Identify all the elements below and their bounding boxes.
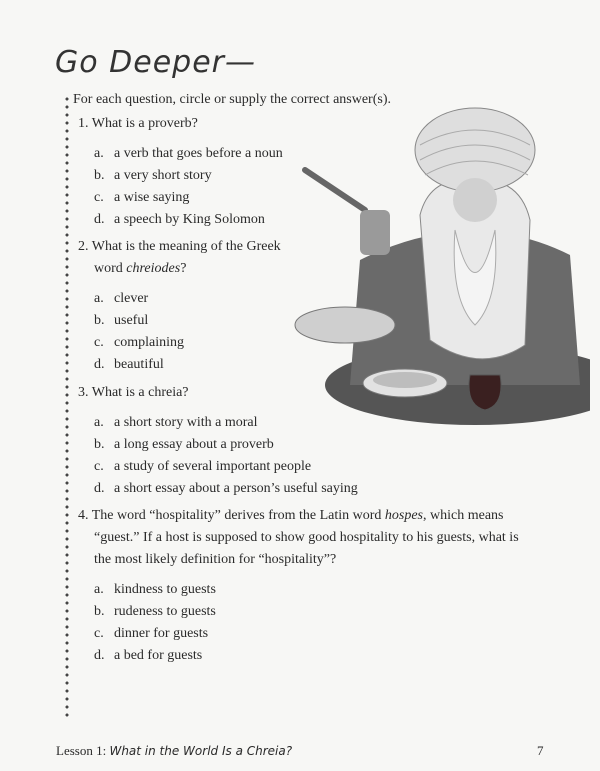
question-stem: 4. The word “hospitality” derives from the Latin word hospes, which means “guest.” If a host is supposed to show good hospitality to his guests, what is the most likely definition for “hospitality”? — [78, 508, 519, 567]
answer-option[interactable]: d. a bed for guests — [94, 648, 203, 663]
answer-option[interactable]: c. a wise saying — [94, 190, 190, 205]
answer-option[interactable]: c. complaining — [94, 335, 184, 350]
illustration-man-with-turban — [270, 85, 590, 425]
answer-option[interactable]: a. a short story with a moral — [94, 415, 258, 430]
lesson-title: What in the World Is a Chreia? — [109, 744, 293, 758]
question-stem: 1. What is a proverb? — [78, 116, 198, 131]
answer-option[interactable]: b. rudeness to guests — [94, 604, 216, 619]
page-footer: Lesson 1: What in the World Is a Chreia? — [56, 743, 293, 758]
answer-option[interactable]: a. kindness to guests — [94, 582, 216, 597]
question-stem: 2. What is the meaning of the Greek word chreiodes? — [78, 239, 281, 276]
instructions: For each question, circle or supply the correct answer(s). — [73, 92, 391, 107]
answer-option[interactable]: a. a verb that goes before a noun — [94, 146, 283, 161]
question-stem: 3. What is a chreia? — [78, 385, 189, 400]
page-number: 7 — [537, 743, 544, 758]
question-1 — [78, 113, 283, 231]
dotted-margin-line — [65, 95, 69, 720]
answer-option[interactable]: d. a short essay about a person’s useful saying — [94, 481, 358, 496]
answer-option[interactable]: d. beautiful — [94, 357, 164, 372]
answer-option[interactable]: b. a very short story — [94, 168, 212, 183]
answer-option[interactable]: b. useful — [94, 313, 149, 328]
answer-option[interactable]: c. dinner for guests — [94, 626, 209, 641]
answer-option[interactable]: c. a study of several important people — [94, 459, 312, 474]
question-4 — [78, 505, 548, 667]
answer-option[interactable]: d. a speech by King Solomon — [94, 212, 265, 227]
page-title: Go Deeper— — [55, 45, 256, 80]
answer-option[interactable]: b. a long essay about a proverb — [94, 437, 274, 452]
question-2 — [78, 236, 281, 376]
question-3 — [78, 382, 358, 500]
answer-option[interactable]: a. clever — [94, 291, 149, 306]
